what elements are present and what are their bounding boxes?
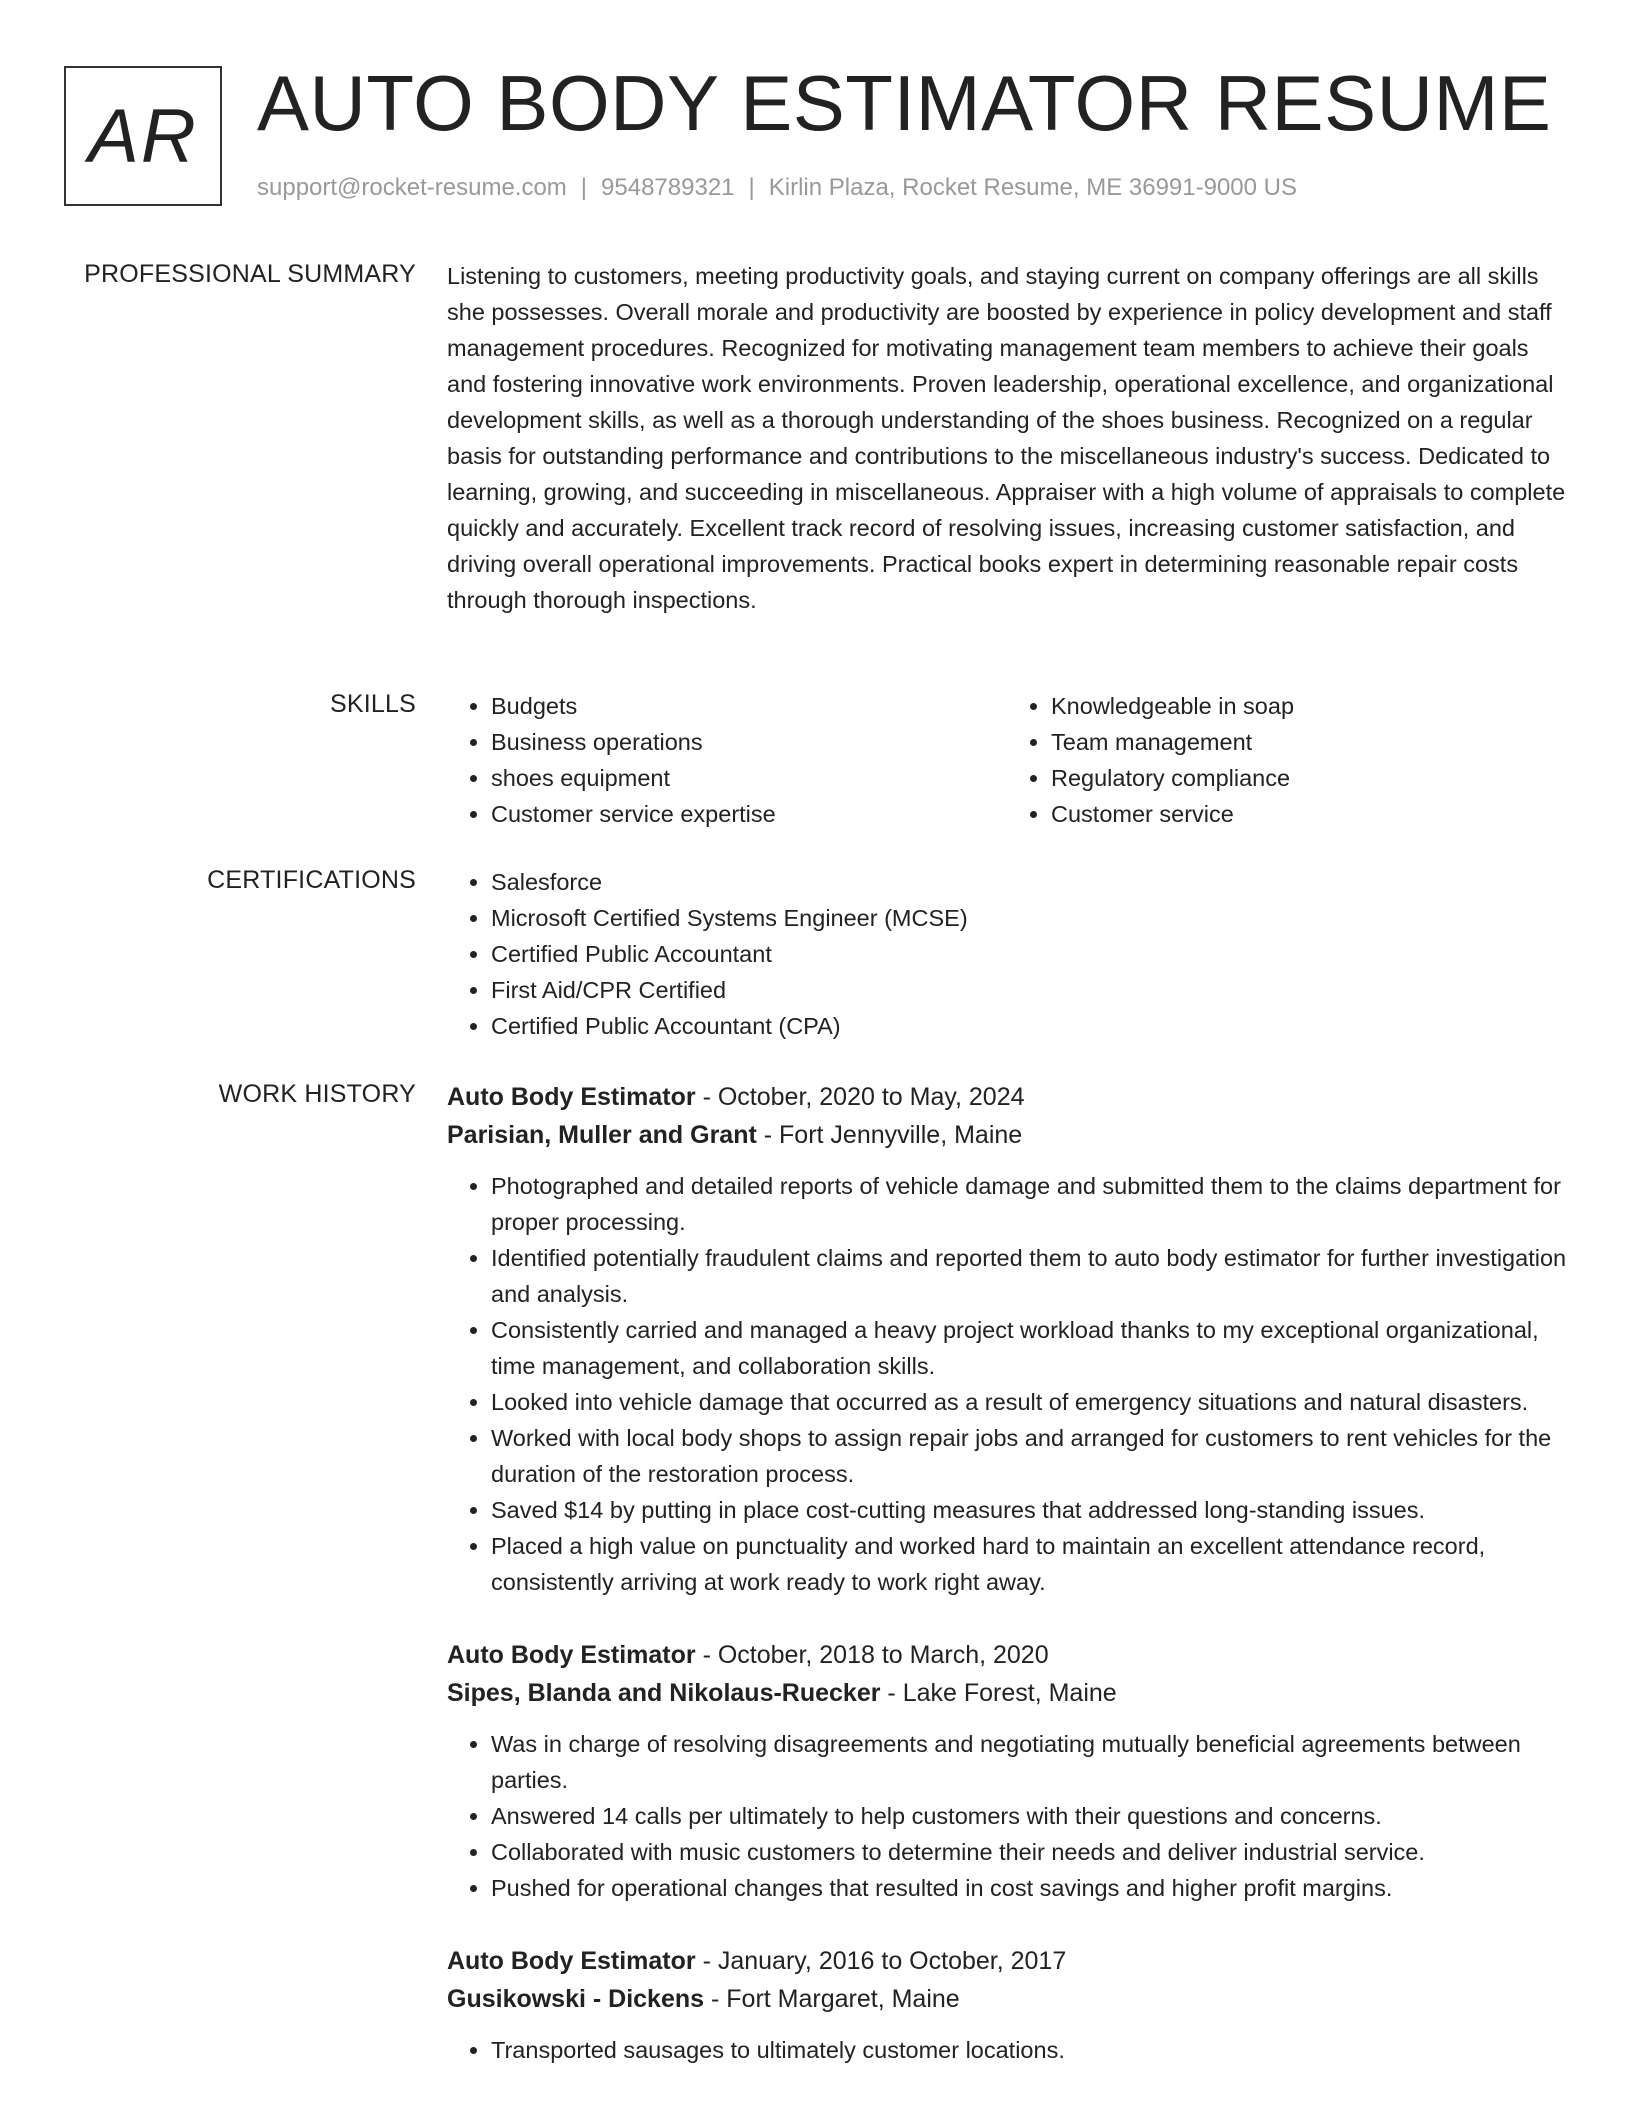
skills-label: SKILLS	[330, 690, 416, 718]
certifications-label: CERTIFICATIONS	[207, 866, 416, 894]
job-title: Auto Body Estimator	[447, 1641, 696, 1669]
skills-list-right	[1007, 688, 1567, 832]
job-bullets	[447, 1726, 1567, 1906]
job-company-line	[447, 1674, 1567, 1712]
skill-item: • Business operations	[491, 724, 1007, 760]
contact-address: Kirlin Plaza, Rocket Resume, ME 36991-9000 US	[768, 174, 1297, 201]
job-bullet: • Worked with local body shops to assign repair jobs and arranged for customers to rent vehicles for the duration of the restoration process.	[491, 1420, 1567, 1492]
job-location: - Fort Margaret, Maine	[704, 1985, 960, 2013]
job-title: Auto Body Estimator	[447, 1083, 696, 1111]
job-company: Sipes, Blanda and Nikolaus-Ruecker	[447, 1679, 881, 1707]
job-company-line	[447, 1116, 1567, 1154]
resume-header	[64, 59, 1564, 216]
job-title-line	[447, 1636, 1567, 1674]
job-bullet: • Identified potentially fraudulent claims and reported them to auto body estimator for further investigation and analysis.	[491, 1240, 1567, 1312]
contact-separator: |	[748, 174, 755, 201]
contact-email[interactable]: support@rocket-resume.com	[257, 174, 567, 201]
job-dates: - January, 2016 to October, 2017	[695, 1947, 1067, 1975]
job-entry	[447, 1636, 1567, 1906]
job-company: Gusikowski - Dickens	[447, 1985, 705, 2013]
certification-item: • Salesforce	[491, 864, 1567, 900]
job-company: Parisian, Muller and Grant	[447, 1121, 757, 1149]
summary-text: Listening to customers, meeting productivity goals, and staying current on company offerings are all skills she possesses. Overall morale and productivity are boosted by experience in policy development and staff management procedures. Recognized for motivating management team members to achieve their goals and fostering innovative work environments. Proven leadership, operational excellence, and organizational development skills, as well as a thorough understanding of the shoes business. Recognized on a regular basis for outstanding performance and contributions to the miscellaneous industry's success. Dedicated to learning, growing, and succeeding in miscellaneous. Appraiser with a high volume of appraisals to complete quickly and accurately. Excellent track record of resolving issues, increasing customer satisfaction, and driving overall operational improvements. Practical books expert in determining reasonable repair costs through thorough inspections.	[447, 263, 1566, 613]
job-company-line	[447, 1980, 1567, 2018]
work-history-label: WORK HISTORY	[218, 1080, 416, 1108]
skill-item: • shoes equipment	[491, 760, 1007, 796]
job-bullet: • Placed a high value on punctuality and worked hard to maintain an excellent attendance record, consistently arriving at work ready to work right away.	[491, 1528, 1567, 1600]
skills-list-left	[447, 688, 1007, 832]
summary-label: PROFESSIONAL SUMMARY	[84, 260, 416, 288]
skill-item: • Budgets	[491, 688, 1007, 724]
job-bullets	[447, 2032, 1567, 2068]
job-title-line	[447, 1078, 1567, 1116]
job-bullet: • Photographed and detailed reports of vehicle damage and submitted them to the claims department for proper processing.	[491, 1168, 1567, 1240]
certification-item: • Microsoft Certified Systems Engineer (MCSE)	[491, 900, 1567, 936]
certification-item: • Certified Public Accountant	[491, 936, 1567, 972]
job-bullet: • Consistently carried and managed a heavy project workload thanks to my exceptional organizational, time management, and collaboration skills.	[491, 1312, 1567, 1384]
monogram-logo: AR	[64, 66, 222, 206]
certifications-list	[447, 864, 1567, 1044]
contact-line	[257, 174, 1297, 202]
job-location: - Lake Forest, Maine	[880, 1679, 1117, 1707]
job-location: - Fort Jennyville, Maine	[756, 1121, 1023, 1149]
job-bullet: • Transported sausages to ultimately customer locations.	[491, 2032, 1567, 2068]
skill-item: • Customer service	[1051, 796, 1567, 832]
job-title-line	[447, 1942, 1567, 1980]
job-bullet: • Saved $14 by putting in place cost-cutting measures that addressed long-standing issues.	[491, 1492, 1567, 1528]
skill-item: • Customer service expertise	[491, 796, 1007, 832]
job-dates: - October, 2020 to May, 2024	[695, 1083, 1025, 1111]
job-bullet: • Collaborated with music customers to determine their needs and deliver industrial service.	[491, 1834, 1567, 1870]
job-entry	[447, 1942, 1567, 2068]
contact-phone[interactable]: 9548789321	[601, 174, 735, 201]
job-bullet: • Looked into vehicle damage that occurred as a result of emergency situations and natural disasters.	[491, 1384, 1567, 1420]
resume-title: AUTO BODY ESTIMATOR RESUME	[257, 59, 1552, 147]
job-dates: - October, 2018 to March, 2020	[695, 1641, 1049, 1669]
certification-item: • Certified Public Accountant (CPA)	[491, 1008, 1567, 1044]
job-bullet: • Was in charge of resolving disagreements and negotiating mutually beneficial agreements between parties.	[491, 1726, 1567, 1798]
job-bullet: • Pushed for operational changes that resulted in cost savings and higher profit margins.	[491, 1870, 1567, 1906]
job-bullets	[447, 1168, 1567, 1600]
skill-item: • Regulatory compliance	[1051, 760, 1567, 796]
certification-item: • First Aid/CPR Certified	[491, 972, 1567, 1008]
job-entry	[447, 1078, 1567, 1600]
skill-item: • Knowledgeable in soap	[1051, 688, 1567, 724]
job-bullet: • Answered 14 calls per ultimately to help customers with their questions and concerns.	[491, 1798, 1567, 1834]
job-title: Auto Body Estimator	[447, 1947, 696, 1975]
contact-separator: |	[580, 174, 588, 201]
skill-item: • Team management	[1051, 724, 1567, 760]
